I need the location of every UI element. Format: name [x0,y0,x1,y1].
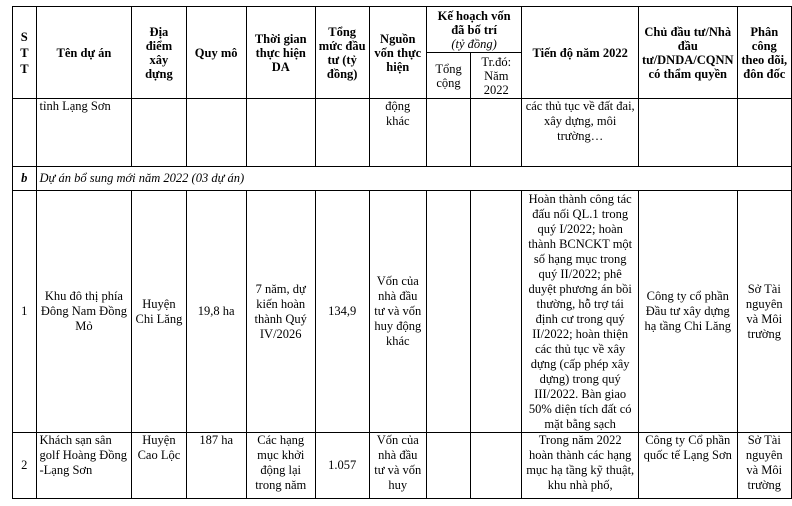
cell-progress-2022: Trong năm 2022 hoàn thành các hạng mục hạ tầng kỹ thuật, khu nhà phố, [522,433,639,499]
cell-location [132,99,186,167]
header-assignment: Phân công theo dõi, đôn đốc [737,7,791,99]
cell-stt: 2 [13,433,37,499]
cell-assignment: Sở Tài nguyên và Môi trường [737,191,791,433]
cell-project-name: tỉnh Lạng Sơn [36,99,132,167]
header-total-investment: Tổng mức đầu tư (tỷ đồng) [315,7,369,99]
table-row [13,191,792,433]
cell-progress-2022: các thủ tục về đất đai, xây dựng, môi trường… [522,99,639,167]
cell-scale: 187 ha [186,433,246,499]
cell-of-which-2022 [471,433,522,499]
cell-stt [13,99,37,167]
header-investor: Chủ đầu tư/Nhà đầu tư/DNDA/CQNN có thẩm quyền [639,7,738,99]
header-of-which-2022: Tr.đó: Năm 2022 [471,53,522,99]
cell-scale [186,99,246,167]
header-progress-2022: Tiến độ năm 2022 [522,7,639,99]
section-title: Dự án bổ sung mới năm 2022 (03 dự án) [36,167,792,191]
header-capital-plan: Kế hoạch vốn đã bố trí (tỷ đồng) [426,7,522,53]
header-funding-source: Nguồn vốn thực hiện [369,7,426,99]
cell-duration: 7 năm, dự kiến hoàn thành Quý IV/2026 [246,191,315,433]
header-capital-plan-unit: (tỷ đồng) [451,36,497,51]
cell-funding-source: động khác [369,99,426,167]
header-duration: Thời gian thực hiện DA [246,7,315,99]
cell-funding-source: Vốn của nhà đầu tư và vốn huy động khác [369,191,426,433]
cell-stt: 1 [13,191,37,433]
cell-of-which-2022 [471,191,522,433]
cell-duration [246,99,315,167]
header-scale: Quy mô [186,7,246,99]
cell-assignment: Sở Tài nguyên và Môi trường [737,433,791,499]
cell-total-investment: 1.057 [315,433,369,499]
header-total: Tổng cộng [426,53,470,99]
cell-total [426,191,470,433]
cell-project-name: Khách sạn sân golf Hoàng Đồng -Lạng Sơn [36,433,132,499]
section-label: b [13,167,37,191]
cell-investor [639,99,738,167]
cell-duration: Các hạng mục khởi động lại trong năm [246,433,315,499]
table-row [13,433,792,499]
cell-of-which-2022 [471,99,522,167]
cell-total [426,99,470,167]
header-stt: STT [13,7,37,99]
cell-location: Huyện Cao Lộc [132,433,186,499]
cell-investor: Công ty Cổ phần quốc tế Lạng Sơn [639,433,738,499]
cell-scale: 19,8 ha [186,191,246,433]
cell-total-investment: 134,9 [315,191,369,433]
project-table [12,6,792,499]
cell-funding-source: Vốn của nhà đầu tư và vốn huy [369,433,426,499]
header-location: Địa điểm xây dựng [132,7,186,99]
cell-project-name: Khu đô thị phía Đông Nam Đồng Mỏ [36,191,132,433]
table-row [13,99,792,167]
cell-location: Huyện Chi Lăng [132,191,186,433]
cell-investor: Công ty cổ phần Đầu tư xây dựng hạ tầng Chi Lăng [639,191,738,433]
cell-total [426,433,470,499]
section-row [13,167,792,191]
header-project-name: Tên dự án [36,7,132,99]
cell-assignment [737,99,791,167]
cell-progress-2022: Hoàn thành công tác đấu nối QL.1 trong quý I/2022; hoàn thành BCNCKT một số hạng mục trong quý II/2022; phê duyệt phương án bồi thường, hỗ trợ tái định cư trong quý II/2022; hoàn thiện các thủ tục về xây dựng (cấp phép xây dựng) trong quý III/2022. Bàn giao 50% diện tích đất có mặt bằng sạch [522,191,639,433]
cell-total-investment [315,99,369,167]
